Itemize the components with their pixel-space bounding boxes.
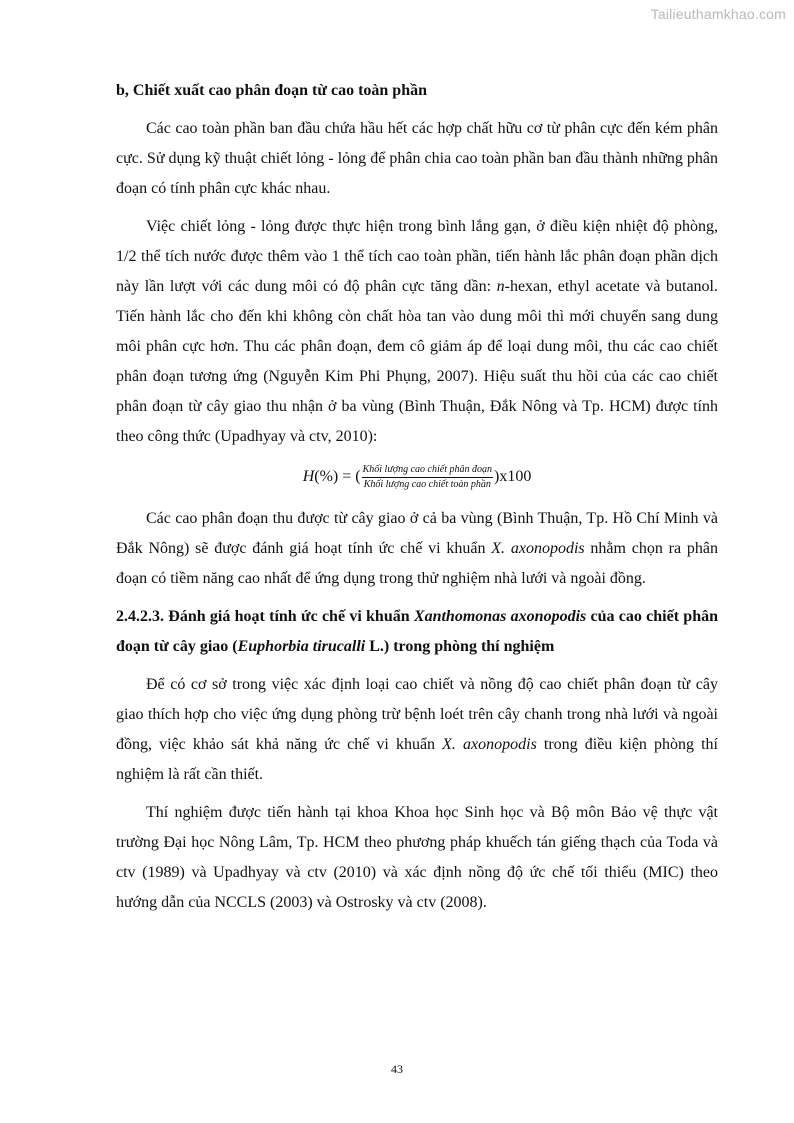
section-2423-paragraph-1: Để có cơ sở trong việc xác định loại cao chiết và nồng độ cao chiết phân đoạn từ cây giao thích hợp cho việc ứng dụng phòng trừ bệnh loét trên cây chanh trong nhà lưới và ngoài đồng, việc khảo sát khả năng ức chế vi khuẩn X. axonopodis trong điều kiện phòng thí nghiệm là rất cần thiết.: [116, 676, 719, 783]
yield-formula: [116, 454, 718, 500]
watermark: Tailieuthamkhao.com: [650, 6, 786, 22]
formula-denominator: Khối lượng cao chiết toàn phần: [363, 478, 491, 490]
formula-lhs: (%) = (: [314, 468, 361, 485]
page-number: 43: [391, 1062, 403, 1076]
section-b-paragraph-3: Các cao phân đoạn thu được từ cây giao ở cả ba vùng (Bình Thuận, Tp. Hồ Chí Minh và Đắk Nông) sẽ được đánh giá hoạt tính ức chế vi khuẩn X. axonopodis nhằm chọn ra phân đoạn có tiềm năng cao nhất để ứng dụng trong thử nghiệm nhà lưới và ngoài đồng.: [116, 510, 718, 587]
section-b-title: b, Chiết xuất cao phân đoạn từ cao toàn phần: [116, 82, 427, 99]
formula-variable: H: [302, 468, 315, 485]
formula-rhs: )x100: [493, 468, 532, 485]
formula-fraction: [362, 464, 493, 491]
formula-numerator: Khối lượng cao chiết phân đoạn: [362, 464, 493, 478]
page-content: [116, 76, 718, 918]
section-2423-title: 2.4.2.3. Đánh giá hoạt tính ức chế vi khuẩn Xanthomonas axonopodis của cao chiết phân đoạn từ cây giao (Euphorbia tirucalli L.) trong phòng thí nghiệm: [116, 608, 718, 655]
section-b-paragraph-1: Các cao toàn phần ban đầu chứa hầu hết các hợp chất hữu cơ từ phân cực đến kém phân cực. Sử dụng kỹ thuật chiết lỏng - lỏng để phân chia cao toàn phần ban đầu thành những phân đoạn có tính phân cực khác nhau.: [116, 120, 718, 197]
section-2423-paragraph-2: Thí nghiệm được tiến hành tại khoa Khoa học Sinh học và Bộ môn Bảo vệ thực vật trường Đại học Nông Lâm, Tp. HCM theo phương pháp khuếch tán giếng thạch của Toda và ctv (1989) và Upadhyay và ctv (2010) và xác định nồng độ ức chế tối thiểu (MIC) theo hướng dẫn của NCCLS (2003) và Ostrosky và ctv (2008).: [116, 804, 718, 911]
section-b-paragraph-2: Việc chiết lỏng - lỏng được thực hiện trong bình lắng gạn, ở điều kiện nhiệt độ phòng, 1/2 thể tích nước được thêm vào 1 thể tích cao toàn phần, tiến hành lắc phân đoạn phần dịch này lần lượt với các dung môi có độ phân cực tăng dần: n-hexan, ethyl acetate và butanol. Tiến hành lắc cho đến khi không còn chất hòa tan vào dung môi thì mới chuyển sang dung môi phân cực hơn. Thu các phân đoạn, đem cô giảm áp để loại dung môi, thu các cao chiết phân đoạn tương ứng (Nguyễn Kim Phi Phụng, 2007). Hiệu suất thu hồi của các cao chiết phân đoạn từ cây giao thu nhận ở ba vùng (Bình Thuận, Đắk Nông và Tp. HCM) được tính theo công thức (Upadhyay và ctv, 2010):: [116, 218, 719, 445]
